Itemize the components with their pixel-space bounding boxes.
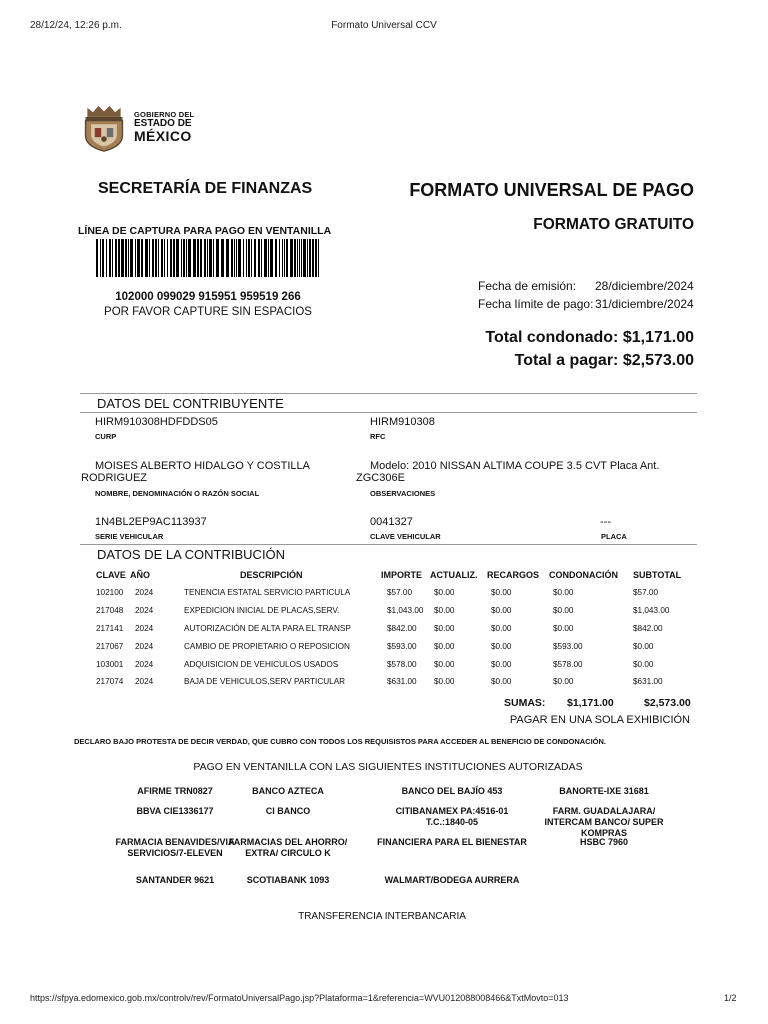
divider	[80, 393, 697, 394]
contribucion-table	[80, 566, 697, 691]
table-cell: $0.00	[633, 659, 654, 669]
table-cell: 103001	[96, 659, 124, 669]
logo-line-3: MÉXICO	[134, 128, 192, 145]
table-cell: 2024	[135, 677, 154, 687]
table-cell: $0.00	[491, 606, 512, 616]
table-row	[80, 637, 697, 655]
table-cell: $0.00	[491, 588, 512, 598]
institucion-item: BBVA CIE1336177	[136, 806, 214, 816]
table-cell: ADQUISICION DE VEHICULOS USADOS	[184, 659, 339, 669]
fecha-limite-value: 31/diciembre/2024	[595, 297, 694, 311]
table-cell: $578.00	[387, 659, 417, 669]
institucion-item: AFIRME TRN0827	[137, 786, 213, 796]
table-cell: $57.00	[387, 588, 413, 598]
table-cell: $0.00	[434, 677, 455, 687]
institucion-item: SANTANDER 9621	[135, 875, 215, 885]
table-cell: BAJA DE VEHICULOS,SERV PARTICULAR	[184, 677, 346, 687]
table-cell: $0.00	[553, 677, 574, 687]
placa-label: PLACA	[601, 532, 627, 541]
table-cell: 102100	[96, 588, 124, 598]
institucion-item: CITIBANAMEX PA:4516-01 T.C.:1840-05	[395, 806, 509, 827]
pago-ventanilla-heading: PAGO EN VENTANILLA CON LAS SIGUIENTES INSTITUCIONES AUTORIZADAS	[193, 761, 583, 773]
rfc-value: HIRM910308	[370, 416, 435, 428]
secretaria-title: SECRETARÍA DE FINANZAS	[98, 180, 313, 197]
table-cell: 217048	[96, 606, 124, 616]
col-header: DESCRIPCIÓN	[240, 570, 303, 580]
col-header: RECARGOS	[487, 570, 540, 580]
divider	[80, 412, 697, 413]
table-cell: $0.00	[434, 588, 455, 598]
placa-value: ---	[600, 516, 611, 528]
serie-vehicular-value: 1N4BL2EP9AC113937	[95, 516, 207, 528]
institucion-item: FINANCIERA PARA EL BIENESTAR	[377, 837, 527, 847]
col-header: IMPORTE	[381, 570, 423, 580]
sumas-label: SUMAS:	[504, 697, 546, 709]
reference-hint: POR FAVOR CAPTURE SIN ESPACIOS	[104, 306, 312, 318]
table-cell: 2024	[135, 641, 154, 651]
total-condonado: Total condonado: $1,171.00	[485, 329, 694, 346]
table-cell: EXPEDICION INICIAL DE PLACAS,SERV.	[184, 606, 340, 616]
table-cell: $0.00	[434, 659, 455, 669]
table-cell: CAMBIO DE PROPIETARIO O REPOSICION	[184, 641, 350, 651]
logo-line-2: ESTADO DE	[134, 117, 192, 129]
observaciones-value-line2: ZGC306E	[356, 472, 405, 484]
table-cell: 2024	[135, 588, 154, 598]
col-header: CONDONACIÓN	[549, 570, 618, 580]
table-cell: 217067	[96, 641, 124, 651]
gobierno-logo-text	[134, 111, 194, 144]
table-cell: $578.00	[553, 659, 583, 669]
footer-page-number: 1/2	[724, 993, 737, 1003]
observaciones-value-line1: Modelo: 2010 NISSAN ALTIMA COUPE 3.5 CVT Placa Ant.	[370, 460, 660, 472]
table-cell: $0.00	[633, 641, 654, 651]
table-row	[80, 584, 697, 602]
reference-number: 102000 099029 915951 959519 266	[115, 291, 301, 303]
sumas-condonacion: $1,171.00	[567, 697, 614, 709]
clave-vehicular-value: 0041327	[370, 516, 413, 528]
page-title: FORMATO UNIVERSAL DE PAGO	[409, 180, 694, 200]
institucion-item: BANCO DEL BAJÍO 453	[401, 786, 503, 796]
table-cell: 2024	[135, 606, 154, 616]
contribuyente-section-title: DATOS DEL CONTRIBUYENTE	[97, 396, 284, 411]
table-cell: $593.00	[387, 641, 417, 651]
page-subtitle: FORMATO GRATUITO	[533, 216, 694, 233]
serie-vehicular-label: SERIE VEHICULAR	[95, 532, 164, 541]
table-row	[80, 620, 697, 638]
table-row	[80, 602, 697, 620]
table-cell: AUTORIZACIÓN DE ALTA PARA EL TRANSP	[184, 623, 351, 633]
table-cell: $0.00	[491, 677, 512, 687]
footer-url: https://sfpya.edomexico.gob.mx/controlv/rev/FormatoUniversalPago.jsp?Plataforma=1&referencia=WVU012088008466&TxtMovto=013	[30, 993, 569, 1003]
transferencia-interbancaria: TRANSFERENCIA INTERBANCARIA	[298, 911, 466, 922]
institucion-item: FARMACIA BENAVIDES/VIA SERVICIOS/7-ELEVEN	[115, 837, 235, 858]
declaracion-text: DECLARO BAJO PROTESTA DE DECIR VERDAD, QUE CUBRO CON TODOS LOS REQUISISTOS PARA ACCEDER AL BENEFICIO DE CONDONACIÓN.	[74, 737, 606, 746]
nombre-value-line2: RODRIGUEZ	[81, 472, 147, 484]
table-cell: $0.00	[553, 623, 574, 633]
table-cell: $0.00	[434, 641, 455, 651]
nombre-label: NOMBRE, DENOMINACIÓN O RAZÓN SOCIAL	[95, 489, 260, 498]
divider	[80, 544, 697, 545]
col-header: AÑO	[130, 570, 150, 580]
logo-line-1: GOBIERNO DEL	[134, 110, 195, 119]
table-cell: $0.00	[553, 588, 574, 598]
fecha-limite-label: Fecha límite de pago:	[478, 297, 594, 311]
institucion-item: FARMACIAS DEL AHORRO/ EXTRA/ CIRCULO K	[228, 837, 348, 858]
table-cell: 2024	[135, 659, 154, 669]
table-cell: $0.00	[491, 659, 512, 669]
institucion-item: SCOTIABANK 1093	[246, 875, 330, 885]
institucion-item: BANCO AZTECA	[252, 786, 324, 796]
table-cell: $57.00	[633, 588, 659, 598]
table-cell: TENENCIA ESTATAL SERVICIO PARTICULA	[184, 588, 351, 598]
table-cell: $1,043.00	[387, 606, 424, 616]
table-cell: 217074	[96, 677, 124, 687]
sumas-subtotal: $2,573.00	[644, 697, 691, 709]
table-cell: $0.00	[553, 606, 574, 616]
table-cell: $593.00	[553, 641, 583, 651]
table-cell: $842.00	[387, 623, 417, 633]
institucion-item: BANORTE-IXE 31681	[559, 786, 649, 796]
fecha-emision-value: 28/diciembre/2024	[595, 279, 694, 293]
fecha-emision-label: Fecha de emisión:	[478, 279, 577, 293]
institucion-item: WALMART/BODEGA AURRERA	[384, 875, 520, 885]
col-header: CLAVE	[96, 570, 126, 580]
table-cell: $631.00	[633, 677, 663, 687]
observaciones-label: OBSERVACIONES	[370, 489, 436, 498]
linea-captura-label: LÍNEA DE CAPTURA PARA PAGO EN VENTANILLA	[78, 225, 332, 237]
print-datetime: 28/12/24, 12:26 p.m.	[30, 20, 122, 31]
table-cell: $0.00	[434, 623, 455, 633]
table-row	[80, 673, 697, 691]
curp-label: CURP	[95, 432, 117, 441]
rfc-label: RFC	[370, 432, 386, 441]
table-cell: $0.00	[491, 641, 512, 651]
col-header: ACTUALIZ.	[430, 570, 478, 580]
table-cell: $842.00	[633, 623, 663, 633]
table-header-row	[80, 566, 697, 584]
table-cell: $0.00	[434, 606, 455, 616]
table-row	[80, 655, 697, 673]
curp-value: HIRM910308HDFDDS05	[95, 416, 218, 428]
total-a-pagar: Total a pagar: $2,573.00	[514, 352, 694, 369]
pagar-una-exhibicion: PAGAR EN UNA SOLA EXHIBICIÓN	[509, 714, 690, 726]
table-cell: $1,043.00	[633, 606, 670, 616]
col-header: SUBTOTAL	[633, 570, 682, 580]
print-doc-title: Formato Universal CCV	[331, 20, 437, 31]
institucion-item: CI BANCO	[265, 806, 311, 816]
table-cell: 217141	[96, 623, 124, 633]
table-cell: 2024	[135, 623, 154, 633]
table-cell: $0.00	[491, 623, 512, 633]
clave-vehicular-label: CLAVE VEHICULAR	[370, 532, 441, 541]
institucion-item: FARM. GUADALAJARA/ INTERCAM BANCO/ SUPER KOMPRAS	[544, 806, 664, 838]
barcode-icon	[96, 239, 322, 277]
institucion-item: HSBC 7960	[579, 837, 629, 847]
nombre-value-line1: MOISES ALBERTO HIDALGO Y COSTILLA	[95, 460, 310, 472]
contribucion-section-title: DATOS DE LA CONTRIBUCIÓN	[97, 547, 286, 562]
table-cell: $631.00	[387, 677, 417, 687]
estado-de-mexico-seal-icon	[80, 102, 128, 154]
